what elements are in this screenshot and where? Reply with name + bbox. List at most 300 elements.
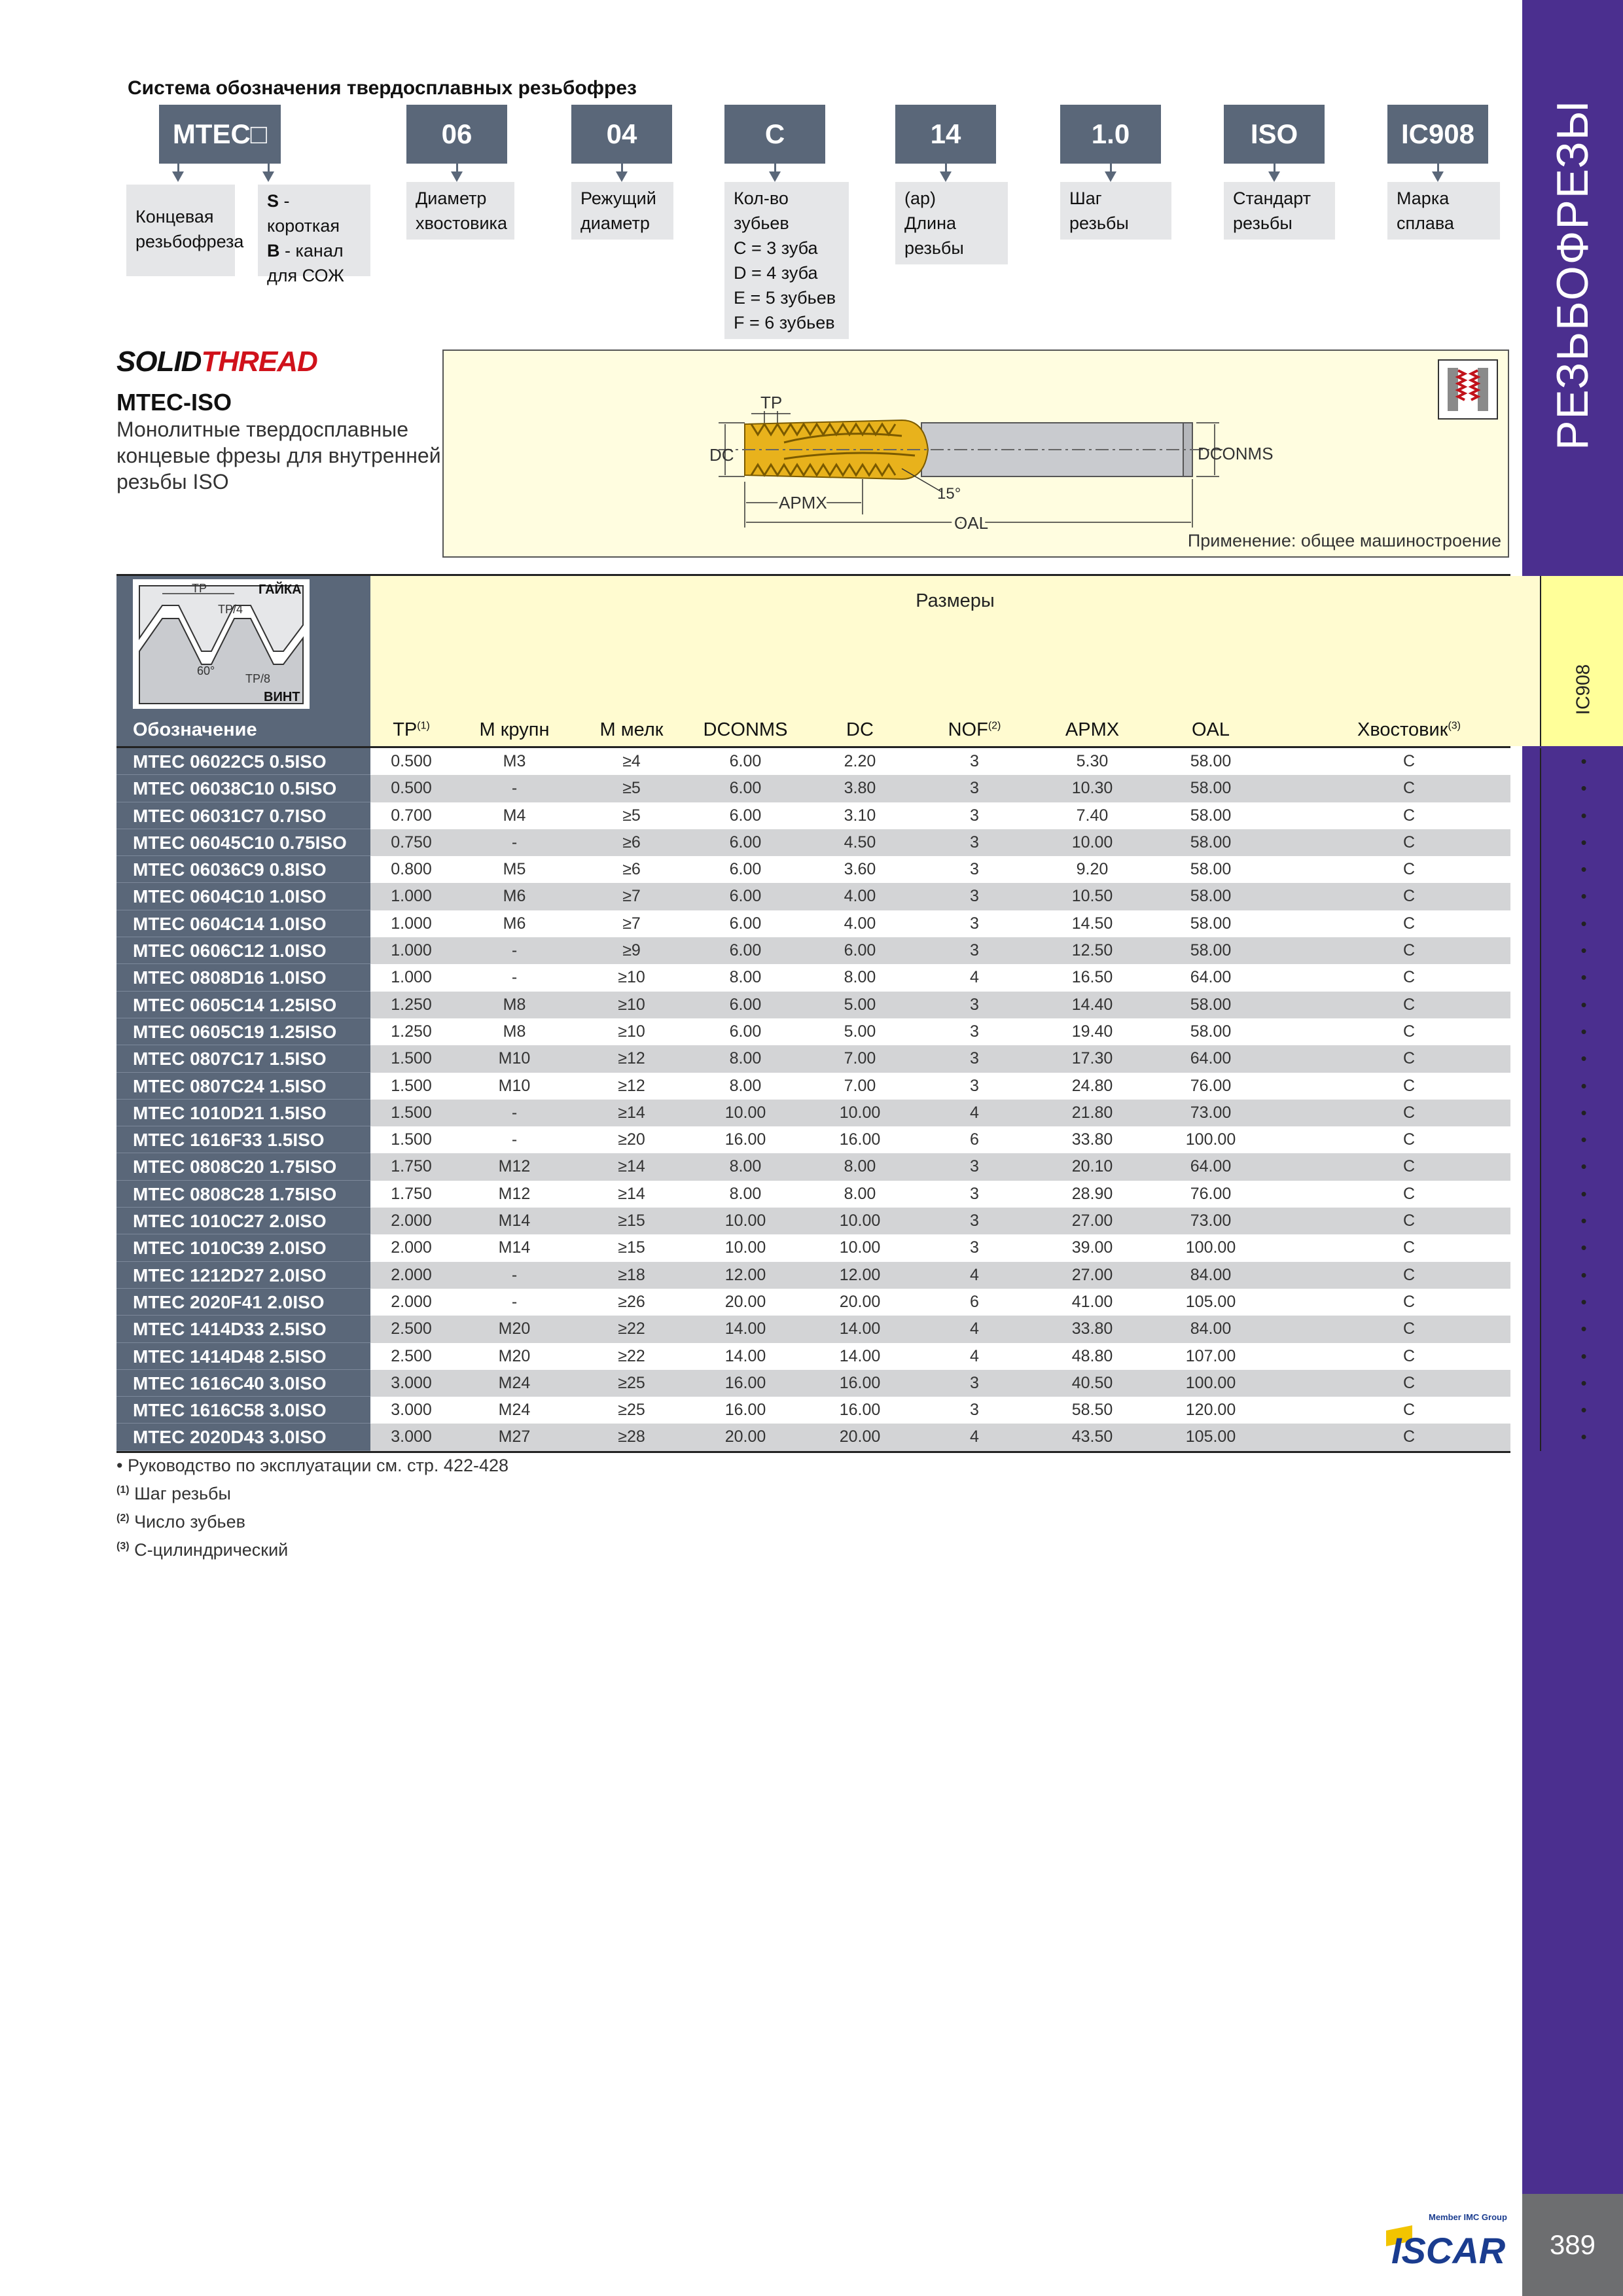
cell-designation: MTEC 0606C12 1.0ISO xyxy=(116,937,370,964)
table-row xyxy=(116,1045,1587,1072)
cell-grade: • xyxy=(1540,856,1623,883)
code-desc-1 xyxy=(126,185,244,276)
code-desc-3 xyxy=(571,182,673,240)
cell-m_fine: ≥28 xyxy=(618,1427,645,1446)
cell-dc: 10.00 xyxy=(839,1238,881,1257)
col-header-tp: TP$^{(1)}$ xyxy=(393,719,430,740)
cell-grade: • xyxy=(1540,883,1623,910)
cell-shank: C xyxy=(1402,752,1416,770)
cell-m_coarse: M8 xyxy=(503,1022,526,1041)
cell-dc: 16.00 xyxy=(839,1401,881,1420)
cell-designation: MTEC 1414D48 2.5ISO xyxy=(116,1343,370,1370)
cell-nof: 4 xyxy=(970,1346,979,1365)
cell-oal: 73.00 xyxy=(1190,1103,1232,1122)
cell-oal: 64.00 xyxy=(1190,1049,1232,1068)
cell-designation: MTEC 2020F41 2.0ISO xyxy=(116,1289,370,1316)
cell-dconms: 6.00 xyxy=(729,887,762,906)
cell-apmx: 43.50 xyxy=(1071,1427,1113,1446)
cell-tp: 2.000 xyxy=(391,1265,432,1284)
cell-m_coarse: - xyxy=(511,833,518,852)
cell-grade: • xyxy=(1540,1289,1623,1316)
table-row xyxy=(116,883,1587,910)
cell-oal: 100.00 xyxy=(1185,1130,1236,1149)
table-row xyxy=(116,775,1587,802)
member-imc-text: Member IMC Group xyxy=(1429,2212,1507,2222)
cell-grade: • xyxy=(1540,1424,1623,1450)
cell-m_coarse: - xyxy=(511,1292,518,1311)
cell-dconms: 10.00 xyxy=(724,1211,766,1230)
cell-m_fine: ≥10 xyxy=(618,968,645,987)
cell-tp: 0.750 xyxy=(391,833,432,852)
col-header-oal: OAL xyxy=(1191,719,1230,740)
profile-angle-label: 60° xyxy=(197,664,215,677)
cell-dconms: 6.00 xyxy=(729,995,762,1014)
tp-label: TP xyxy=(760,393,783,412)
table-row xyxy=(116,992,1587,1018)
code-desc-line: Стандарт xyxy=(1233,188,1311,208)
cell-apmx: 10.30 xyxy=(1071,779,1113,798)
cell-dconms: 10.00 xyxy=(724,1238,766,1257)
cell-apmx: 17.30 xyxy=(1071,1049,1113,1068)
cell-m_coarse: M6 xyxy=(503,887,526,906)
cell-m_coarse: - xyxy=(511,1130,518,1149)
code-box-1: MTEC□ xyxy=(159,105,281,164)
product-title: MTEC-ISO xyxy=(116,389,232,416)
cell-dc: 16.00 xyxy=(839,1130,881,1149)
cell-nof: 3 xyxy=(970,1049,979,1068)
table-row xyxy=(116,1424,1587,1450)
cell-m_coarse: M20 xyxy=(498,1346,531,1365)
cell-m_coarse: - xyxy=(511,941,518,960)
code-arrow-icon xyxy=(940,171,952,182)
col-header-apmx: APMX xyxy=(1065,719,1120,740)
cell-oal: 58.00 xyxy=(1190,941,1232,960)
angle-label: 15° xyxy=(937,485,961,503)
cell-apmx: 33.80 xyxy=(1071,1130,1113,1149)
table-row xyxy=(116,856,1587,883)
cell-m_fine: ≥26 xyxy=(618,1292,645,1311)
cell-apmx: 12.50 xyxy=(1071,941,1113,960)
col-header-m_coarse: M крупн xyxy=(479,719,550,740)
table-row xyxy=(116,1262,1587,1289)
cell-designation: MTEC 0605C19 1.25ISO xyxy=(116,1018,370,1045)
cell-m_fine: ≥9 xyxy=(622,941,641,960)
variant-line: S - короткая xyxy=(267,191,340,236)
tool-drawing xyxy=(442,350,1509,558)
table-row xyxy=(116,1316,1587,1342)
cell-designation: MTEC 1616C58 3.0ISO xyxy=(116,1397,370,1424)
cell-dc: 7.00 xyxy=(844,1076,876,1095)
table-row xyxy=(116,1073,1587,1100)
cell-shank: C xyxy=(1402,860,1416,879)
col-header-m_fine: M мелк xyxy=(599,719,664,740)
iscar-wordmark: ISCAR xyxy=(1391,2230,1506,2270)
code-desc-8 xyxy=(1387,182,1500,240)
code-box-7: ISO xyxy=(1224,105,1325,164)
cell-grade: • xyxy=(1540,1397,1623,1424)
col-header-nof: NOF$^{(2)}$ xyxy=(948,719,1001,740)
header-name-cell xyxy=(116,576,370,746)
cell-nof: 4 xyxy=(970,968,979,987)
cell-tp: 2.500 xyxy=(391,1346,432,1365)
cell-nof: 3 xyxy=(970,995,979,1014)
cell-nof: 3 xyxy=(970,1401,979,1420)
col-header-dconms: DCONMS xyxy=(703,719,788,740)
cell-tp: 2.000 xyxy=(391,1211,432,1230)
cell-shank: C xyxy=(1402,1373,1416,1392)
table-row xyxy=(116,1234,1587,1261)
cell-m_fine: ≥14 xyxy=(618,1184,645,1203)
cell-oal: 84.00 xyxy=(1190,1319,1232,1338)
cell-m_coarse: M6 xyxy=(503,914,526,933)
code-desc-line: Диаметр xyxy=(416,188,487,208)
cell-dc: 16.00 xyxy=(839,1373,881,1392)
cell-shank: C xyxy=(1402,1265,1416,1284)
cell-nof: 3 xyxy=(970,1184,979,1203)
cell-grade: • xyxy=(1540,1208,1623,1234)
cell-tp: 1.750 xyxy=(391,1157,432,1176)
cell-dconms: 8.00 xyxy=(729,968,762,987)
tool-drawing-svg xyxy=(444,351,1510,559)
cell-grade: • xyxy=(1540,964,1623,991)
cell-dconms: 8.00 xyxy=(729,1076,762,1095)
cell-m_fine: ≥7 xyxy=(622,887,641,906)
cell-shank: C xyxy=(1402,1049,1416,1068)
code-desc-line: хвостовика xyxy=(416,213,507,233)
variant-line: B - канал xyxy=(267,241,344,260)
profile-screw-label: ВИНТ xyxy=(264,690,300,704)
cell-nof: 3 xyxy=(970,779,979,798)
cell-m_coarse: M4 xyxy=(503,806,526,825)
cell-dconms: 6.00 xyxy=(729,752,762,770)
cell-apmx: 19.40 xyxy=(1071,1022,1113,1041)
product-description: Монолитные твердосплавные концевые фрезы для внутренней резьбы ISO xyxy=(116,418,441,493)
cell-oal: 107.00 xyxy=(1185,1346,1236,1365)
cell-dconms: 20.00 xyxy=(724,1427,766,1446)
code-box-2: 06 xyxy=(406,105,507,164)
code-arrow-icon xyxy=(769,171,781,182)
cell-oal: 58.00 xyxy=(1190,1022,1232,1041)
table-row xyxy=(116,1181,1587,1208)
cell-dc: 4.00 xyxy=(844,914,876,933)
cell-dconms: 20.00 xyxy=(724,1292,766,1311)
footnote-guide: • Руководство по эксплуатации см. стр. 422-428 xyxy=(116,1456,509,1475)
solidthread-logo: SOLIDTHREAD xyxy=(116,346,317,378)
cell-designation: MTEC 1212D27 2.0ISO xyxy=(116,1262,370,1289)
footnote-item: $^{(3)}$ C-цилиндрический xyxy=(116,1540,289,1560)
cell-oal: 100.00 xyxy=(1185,1373,1236,1392)
code-box-6: 1.0 xyxy=(1060,105,1161,164)
cell-m_fine: ≥4 xyxy=(622,752,641,770)
code-desc-line: Шаг xyxy=(1069,188,1102,208)
cell-shank: C xyxy=(1402,1211,1416,1230)
cell-shank: C xyxy=(1402,1427,1416,1446)
cell-oal: 84.00 xyxy=(1190,1265,1232,1284)
col-name-header: Обозначение xyxy=(133,719,257,740)
cell-shank: C xyxy=(1402,1292,1416,1311)
cell-dconms: 10.00 xyxy=(724,1103,766,1122)
cell-m_coarse: - xyxy=(511,1265,518,1284)
table-row xyxy=(116,829,1587,856)
cell-tp: 1.500 xyxy=(391,1076,432,1095)
code-box-5: 14 xyxy=(895,105,996,164)
profile-tp-label: TP xyxy=(192,582,207,595)
code-desc-line: D = 4 зуба xyxy=(734,263,818,283)
cell-apmx: 39.00 xyxy=(1071,1238,1113,1257)
code-desc-line: C = 3 зуба xyxy=(734,238,818,258)
cell-designation: MTEC 1010D21 1.5ISO xyxy=(116,1100,370,1126)
table-row xyxy=(116,1126,1587,1153)
cell-nof: 3 xyxy=(970,806,979,825)
cell-nof: 3 xyxy=(970,1076,979,1095)
cell-tp: 1.000 xyxy=(391,887,432,906)
cell-oal: 120.00 xyxy=(1185,1401,1236,1420)
cell-dc: 20.00 xyxy=(839,1292,881,1311)
table-row xyxy=(116,1370,1587,1397)
cell-shank: C xyxy=(1402,806,1416,825)
cell-grade: • xyxy=(1540,1126,1623,1153)
cell-apmx: 16.50 xyxy=(1071,968,1113,987)
cell-grade: • xyxy=(1540,1181,1623,1208)
cell-dc: 14.00 xyxy=(839,1346,881,1365)
table-row xyxy=(116,802,1587,829)
cell-apmx: 48.80 xyxy=(1071,1346,1113,1365)
code-arrow-icon xyxy=(451,171,463,182)
dc-label: DC xyxy=(709,445,734,465)
cell-oal: 105.00 xyxy=(1185,1427,1236,1446)
cell-apmx: 27.00 xyxy=(1071,1265,1113,1284)
cell-apmx: 7.40 xyxy=(1076,806,1109,825)
cell-m_fine: ≥20 xyxy=(618,1130,645,1149)
cell-designation: MTEC 1616F33 1.5ISO xyxy=(116,1126,370,1153)
cell-shank: C xyxy=(1402,833,1416,852)
table-row xyxy=(116,1153,1587,1180)
cell-apmx: 14.50 xyxy=(1071,914,1113,933)
oal-label: OAL xyxy=(954,513,989,533)
cell-tp: 1.250 xyxy=(391,1022,432,1041)
cell-dc: 20.00 xyxy=(839,1427,881,1446)
cell-grade: • xyxy=(1540,1262,1623,1289)
cell-m_fine: ≥5 xyxy=(622,779,641,798)
cell-grade: • xyxy=(1540,1343,1623,1370)
cell-apmx: 10.50 xyxy=(1071,887,1113,906)
cell-tp: 3.000 xyxy=(391,1401,432,1420)
dconms-label: DCONMS xyxy=(1198,444,1274,463)
cell-grade: • xyxy=(1540,1234,1623,1261)
cell-designation: MTEC 0604C10 1.0ISO xyxy=(116,883,370,910)
cell-m_fine: ≥22 xyxy=(618,1319,645,1338)
page-number: 389 xyxy=(1522,2194,1623,2296)
cell-oal: 58.00 xyxy=(1190,860,1232,879)
cell-dc: 3.60 xyxy=(844,860,876,879)
cell-m_coarse: M12 xyxy=(498,1157,531,1176)
cell-shank: C xyxy=(1402,1401,1416,1420)
cell-grade: • xyxy=(1540,1316,1623,1342)
cell-dconms: 8.00 xyxy=(729,1049,762,1068)
code-desc-6 xyxy=(1060,182,1171,240)
cell-dconms: 6.00 xyxy=(729,860,762,879)
cell-shank: C xyxy=(1402,779,1416,798)
footnote-list xyxy=(116,1478,508,1562)
cell-shank: C xyxy=(1402,914,1416,933)
cell-apmx: 58.50 xyxy=(1071,1401,1113,1420)
cell-grade: • xyxy=(1540,748,1623,775)
cell-oal: 73.00 xyxy=(1190,1211,1232,1230)
cell-dconms: 16.00 xyxy=(724,1401,766,1420)
cell-oal: 58.00 xyxy=(1190,833,1232,852)
cell-m_coarse: M5 xyxy=(503,860,526,879)
product-table xyxy=(116,574,1594,1453)
code-box-4: C xyxy=(724,105,825,164)
cell-m_coarse: - xyxy=(511,1103,518,1122)
cell-dc: 8.00 xyxy=(844,1157,876,1176)
cell-dc: 8.00 xyxy=(844,1184,876,1203)
code-box-8: IC908 xyxy=(1387,105,1488,164)
application-note: Применение: общее машиностроение xyxy=(1187,531,1501,550)
cell-m_fine: ≥14 xyxy=(618,1103,645,1122)
cell-dc: 5.00 xyxy=(844,1022,876,1041)
cell-shank: C xyxy=(1402,995,1416,1014)
cell-m_coarse: M24 xyxy=(498,1401,531,1420)
cell-nof: 3 xyxy=(970,1157,979,1176)
cell-tp: 1.000 xyxy=(391,968,432,987)
cell-m_fine: ≥10 xyxy=(618,1022,645,1041)
cell-designation: MTEC 0808C28 1.75ISO xyxy=(116,1181,370,1208)
cell-dc: 4.00 xyxy=(844,887,876,906)
variant-arrow-icon xyxy=(262,171,274,182)
cell-tp: 1.500 xyxy=(391,1103,432,1122)
cell-grade: • xyxy=(1540,1100,1623,1126)
apmx-label: APMX xyxy=(779,493,827,512)
cell-designation: MTEC 0604C14 1.0ISO xyxy=(116,910,370,937)
cell-tp: 1.500 xyxy=(391,1049,432,1068)
code-desc-line: Длина xyxy=(904,213,957,233)
table-row xyxy=(116,1397,1587,1424)
cell-dconms: 6.00 xyxy=(729,806,762,825)
table-row xyxy=(116,964,1587,991)
cell-dconms: 14.00 xyxy=(724,1319,766,1338)
cell-dconms: 6.00 xyxy=(729,833,762,852)
code-desc-line: резьбы xyxy=(904,238,964,258)
cell-tp: 1.500 xyxy=(391,1130,432,1149)
table-row xyxy=(116,937,1587,964)
cell-designation: MTEC 06031C7 0.7ISO xyxy=(116,802,370,829)
cell-shank: C xyxy=(1402,887,1416,906)
cell-nof: 4 xyxy=(970,1103,979,1122)
table-row xyxy=(116,1343,1587,1370)
cell-dc: 3.80 xyxy=(844,779,876,798)
cell-oal: 105.00 xyxy=(1185,1292,1236,1311)
code-arrow-icon xyxy=(1105,171,1116,182)
cell-apmx: 14.40 xyxy=(1071,995,1113,1014)
cell-dc: 7.00 xyxy=(844,1049,876,1068)
cell-oal: 58.00 xyxy=(1190,752,1232,770)
cell-tp: 3.000 xyxy=(391,1373,432,1392)
table-row xyxy=(116,1208,1587,1234)
cell-tp: 1.000 xyxy=(391,941,432,960)
cell-dc: 6.00 xyxy=(844,941,876,960)
cell-grade: • xyxy=(1540,1370,1623,1397)
code-desc-line: резьбофреза xyxy=(135,232,244,251)
cell-nof: 3 xyxy=(970,1373,979,1392)
cell-oal: 58.00 xyxy=(1190,779,1232,798)
cell-dc: 14.00 xyxy=(839,1319,881,1338)
code-desc-line: Режущий xyxy=(580,188,656,208)
cell-m_coarse: M24 xyxy=(498,1373,531,1392)
cell-oal: 58.00 xyxy=(1190,914,1232,933)
cell-apmx: 24.80 xyxy=(1071,1076,1113,1095)
cell-m_fine: ≥6 xyxy=(622,860,641,879)
cell-m_fine: ≥25 xyxy=(618,1373,645,1392)
cell-m_coarse: M14 xyxy=(498,1211,531,1230)
table-header xyxy=(116,574,1594,746)
variant-line: для СОЖ xyxy=(267,266,344,285)
cell-m_fine: ≥18 xyxy=(618,1265,645,1284)
cell-nof: 6 xyxy=(970,1130,979,1149)
cell-shank: C xyxy=(1402,1184,1416,1203)
profile-tp8-label: TP/8 xyxy=(245,672,271,685)
cell-dconms: 6.00 xyxy=(729,1022,762,1041)
sidebar-section-title: РЕЗЬБОФРЕЗЫ xyxy=(1548,99,1597,450)
code-arrow-icon xyxy=(172,171,184,182)
cell-oal: 76.00 xyxy=(1190,1184,1232,1203)
footnotes xyxy=(116,1453,508,1562)
cell-tp: 1.250 xyxy=(391,995,432,1014)
code-desc-line: резьбы xyxy=(1233,213,1293,233)
profile-tp4-label: TP/4 xyxy=(218,603,243,616)
cell-dc: 10.00 xyxy=(839,1103,881,1122)
cell-designation: MTEC 0808C20 1.75ISO xyxy=(116,1153,370,1180)
cell-m_fine: ≥10 xyxy=(618,995,645,1014)
cell-nof: 3 xyxy=(970,941,979,960)
cell-apmx: 33.80 xyxy=(1071,1319,1113,1338)
cell-dconms: 6.00 xyxy=(729,779,762,798)
cell-apmx: 10.00 xyxy=(1071,833,1113,852)
cell-nof: 3 xyxy=(970,860,979,879)
cell-designation: MTEC 1414D33 2.5ISO xyxy=(116,1316,370,1342)
footnote-item: $^{(2)}$ Число зубьев xyxy=(116,1512,245,1532)
code-desc-line: (ap) xyxy=(904,188,936,208)
code-desc-7 xyxy=(1224,182,1335,240)
cell-m_fine: ≥5 xyxy=(622,806,641,825)
cell-designation: MTEC 2020D43 3.0ISO xyxy=(116,1424,370,1450)
code-desc-line: диаметр xyxy=(580,213,650,233)
cell-grade: • xyxy=(1540,802,1623,829)
cell-tp: 1.750 xyxy=(391,1184,432,1203)
table-row xyxy=(116,1018,1587,1045)
cell-apmx: 40.50 xyxy=(1071,1373,1113,1392)
col-header-shank: Хвостовик$^{(3)}$ xyxy=(1357,719,1461,740)
cell-tp: 0.500 xyxy=(391,752,432,770)
cell-dc: 12.00 xyxy=(839,1265,881,1284)
cell-nof: 3 xyxy=(970,914,979,933)
cell-dconms: 16.00 xyxy=(724,1130,766,1149)
cell-nof: 4 xyxy=(970,1427,979,1446)
footnote-item: $^{(1)}$ Шаг резьбы xyxy=(116,1484,231,1503)
cell-designation: MTEC 06045C10 0.75ISO xyxy=(116,829,370,856)
cell-apmx: 28.90 xyxy=(1071,1184,1113,1203)
cell-apmx: 27.00 xyxy=(1071,1211,1113,1230)
cell-shank: C xyxy=(1402,1157,1416,1176)
table-row xyxy=(116,1289,1587,1316)
cell-grade: • xyxy=(1540,775,1623,802)
code-arrow-icon xyxy=(1432,171,1444,182)
cell-grade: • xyxy=(1540,1045,1623,1072)
dimensions-group-header: Размеры xyxy=(916,590,995,611)
cell-shank: C xyxy=(1402,1076,1416,1095)
cell-nof: 3 xyxy=(970,1211,979,1230)
cell-m_coarse: - xyxy=(511,779,518,798)
